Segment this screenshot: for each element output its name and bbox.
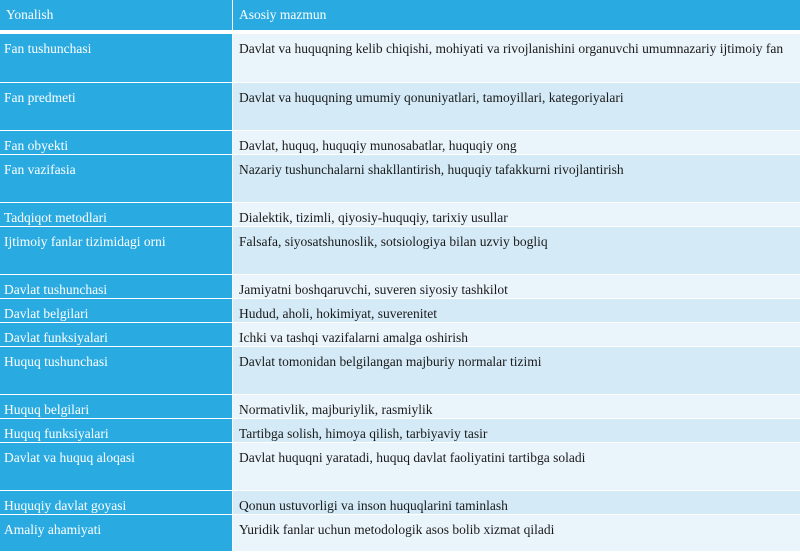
row-content: Falsafa, siyosatshunoslik, sotsiologiya bilan uzviy bogliq <box>233 227 800 274</box>
table-row <box>0 131 800 155</box>
header-col-direction: Yonalish <box>0 0 233 30</box>
table-row <box>0 83 800 131</box>
header-col-content: Asosiy mazmun <box>233 0 800 30</box>
table-row <box>0 443 800 491</box>
row-label: Davlat va huquq aloqasi <box>0 443 233 490</box>
row-label: Amaliy ahamiyati <box>0 515 233 551</box>
table-row <box>0 395 800 419</box>
row-content: Davlat huquqni yaratadi, huquq davlat faoliyatini tartibga soladi <box>233 443 800 490</box>
table-body <box>0 34 800 552</box>
table-header <box>0 0 800 34</box>
row-content: Jamiyatni boshqaruvchi, suveren siyosiy tashkilot <box>233 275 800 298</box>
row-label: Huquqiy davlat goyasi <box>0 491 233 514</box>
row-label: Fan vazifasia <box>0 155 233 202</box>
row-content: Yuridik fanlar uchun metodologik asos bolib xizmat qiladi <box>233 515 800 551</box>
row-label: Ijtimoiy fanlar tizimidagi orni <box>0 227 233 274</box>
table-row <box>0 515 800 552</box>
row-label: Fan predmeti <box>0 83 233 130</box>
row-label: Davlat funksiyalari <box>0 323 233 346</box>
row-content: Davlat va huquqning kelib chiqishi, mohiyati va rivojlanishini organuvchi umumnazariy ijtimoiy fan <box>233 34 800 82</box>
row-label: Davlat belgilari <box>0 299 233 322</box>
table-row <box>0 155 800 203</box>
row-content: Davlat, huquq, huquqiy munosabatlar, huquqiy ong <box>233 131 800 154</box>
row-content: Davlat va huquqning umumiy qonuniyatlari, tamoyillari, kategoriyalari <box>233 83 800 130</box>
row-content: Tartibga solish, himoya qilish, tarbiyaviy tasir <box>233 419 800 442</box>
row-content: Dialektik, tizimli, qiyosiy-huquqiy, tarixiy usullar <box>233 203 800 226</box>
table-row <box>0 323 800 347</box>
row-content: Qonun ustuvorligi va inson huquqlarini taminlash <box>233 491 800 514</box>
row-label: Fan tushunchasi <box>0 34 233 82</box>
row-content: Davlat tomonidan belgilangan majburiy normalar tizimi <box>233 347 800 394</box>
row-content: Nazariy tushunchalarni shakllantirish, huquqiy tafakkurni rivojlantirish <box>233 155 800 202</box>
row-label: Huquq funksiyalari <box>0 419 233 442</box>
table-row <box>0 347 800 395</box>
row-label: Davlat tushunchasi <box>0 275 233 298</box>
row-label: Tadqiqot metodlari <box>0 203 233 226</box>
row-label: Fan obyekti <box>0 131 233 154</box>
table-row <box>0 419 800 443</box>
row-label: Huquq tushunchasi <box>0 347 233 394</box>
table-row <box>0 275 800 299</box>
table-row <box>0 227 800 275</box>
table-row <box>0 299 800 323</box>
table-row <box>0 203 800 227</box>
row-content: Hudud, aholi, hokimiyat, suverenitet <box>233 299 800 322</box>
table-row <box>0 491 800 515</box>
row-label: Huquq belgilari <box>0 395 233 418</box>
row-content: Ichki va tashqi vazifalarni amalga oshirish <box>233 323 800 346</box>
table-row <box>0 34 800 83</box>
row-content: Normativlik, majburiylik, rasmiylik <box>233 395 800 418</box>
